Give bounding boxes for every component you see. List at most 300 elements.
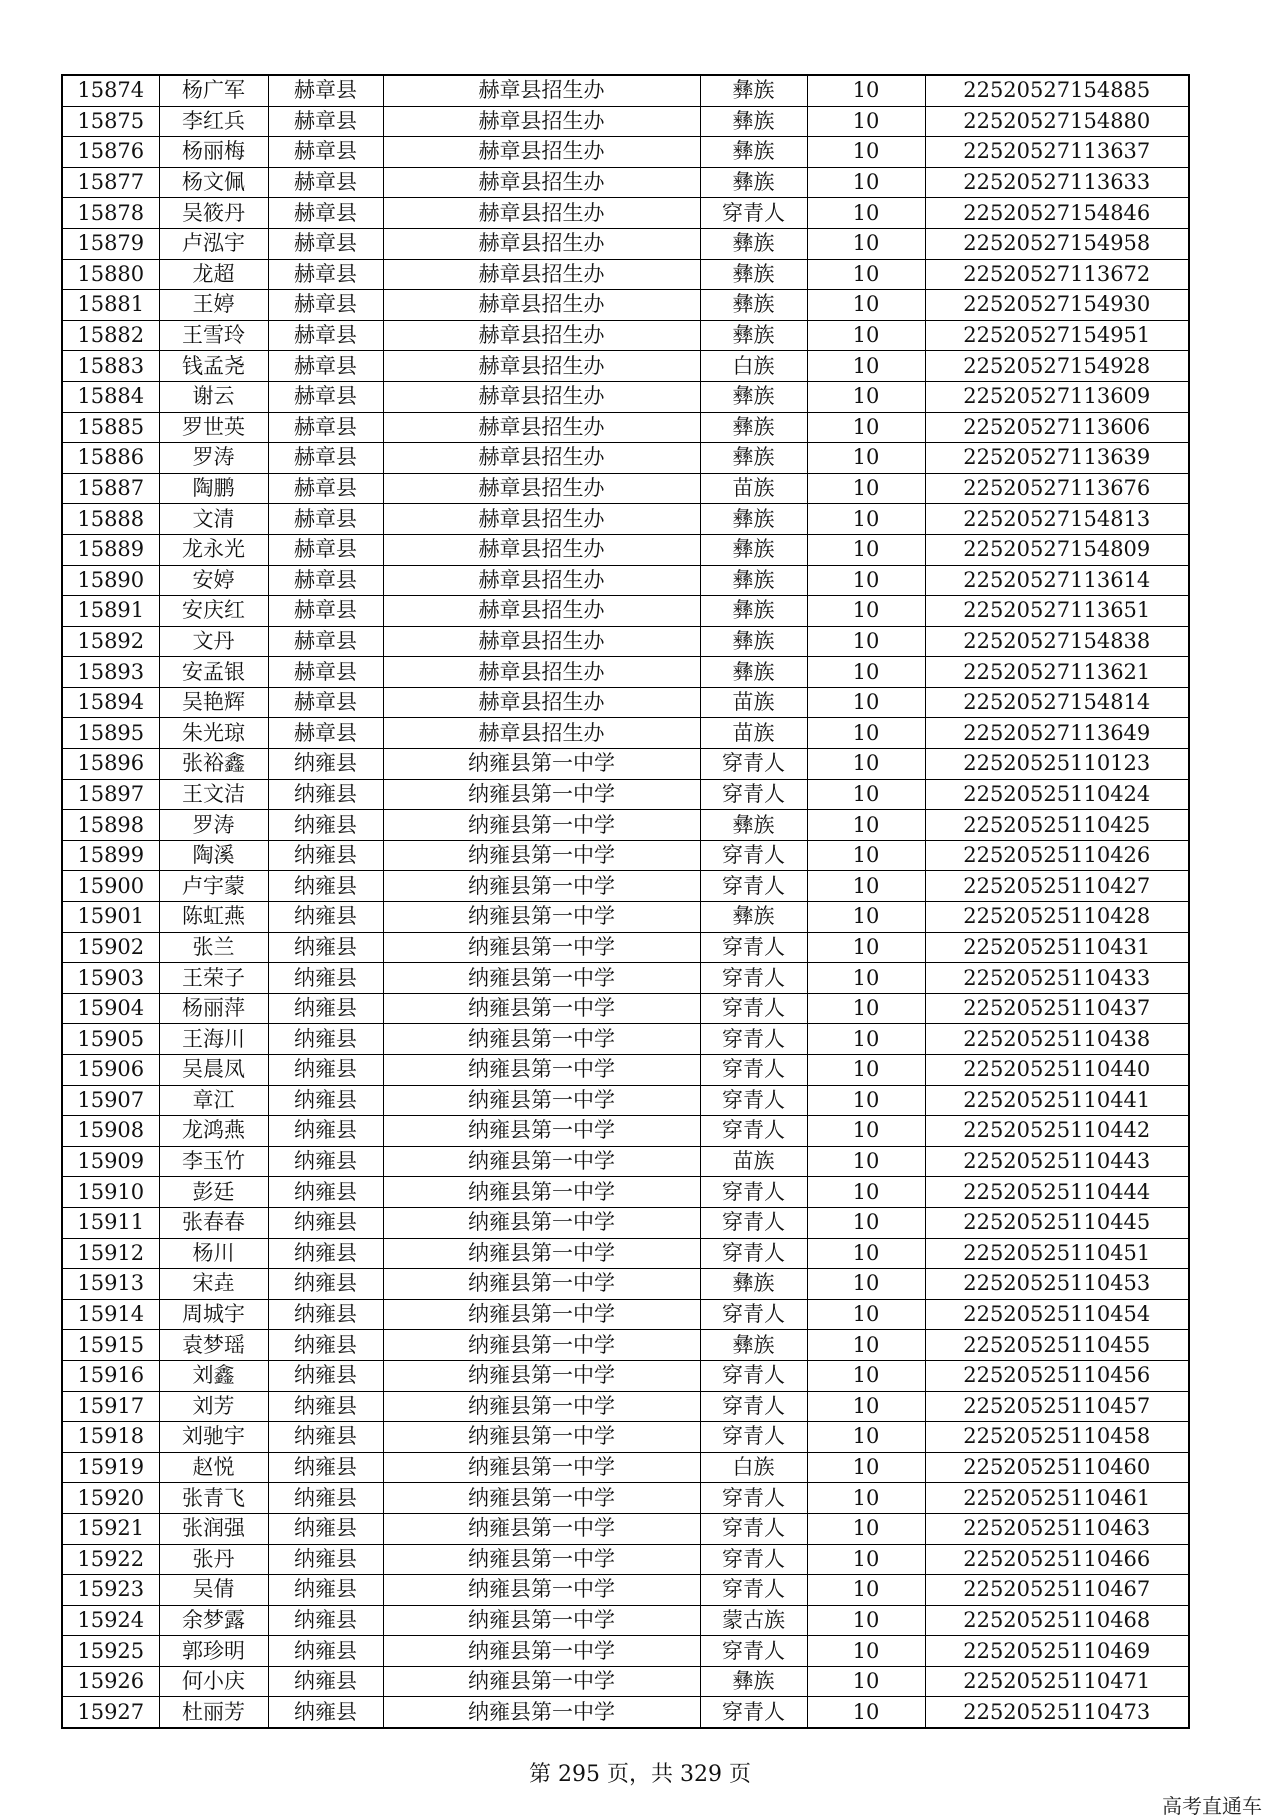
cell-ethnicity: 彝族 xyxy=(700,381,807,412)
cell-ethnicity: 穿青人 xyxy=(700,1636,807,1667)
table-row xyxy=(62,1024,1189,1055)
cell-county: 纳雍县 xyxy=(268,871,383,902)
cell-ethnicity: 穿青人 xyxy=(700,1055,807,1086)
cell-number: 15917 xyxy=(62,1391,159,1422)
cell-points: 10 xyxy=(807,320,925,351)
cell-points: 10 xyxy=(807,1605,925,1636)
cell-points: 10 xyxy=(807,687,925,718)
cell-points: 10 xyxy=(807,626,925,657)
cell-name: 龙超 xyxy=(159,259,268,290)
cell-county: 赫章县 xyxy=(268,504,383,535)
cell-exam-id: 22520525110445 xyxy=(925,1207,1189,1238)
cell-name: 王文洁 xyxy=(159,779,268,810)
cell-school: 纳雍县第一中学 xyxy=(383,840,700,871)
cell-name: 李红兵 xyxy=(159,106,268,137)
cell-number: 15897 xyxy=(62,779,159,810)
cell-county: 赫章县 xyxy=(268,75,383,106)
cell-county: 赫章县 xyxy=(268,290,383,321)
cell-points: 10 xyxy=(807,1269,925,1300)
cell-number: 15877 xyxy=(62,167,159,198)
cell-name: 龙永光 xyxy=(159,534,268,565)
table-row xyxy=(62,1360,1189,1391)
table-row xyxy=(62,1483,1189,1514)
cell-ethnicity: 穿青人 xyxy=(700,1544,807,1575)
cell-exam-id: 22520527113672 xyxy=(925,259,1189,290)
table-row xyxy=(62,718,1189,749)
cell-name: 张丹 xyxy=(159,1544,268,1575)
cell-exam-id: 22520527154951 xyxy=(925,320,1189,351)
cell-number: 15908 xyxy=(62,1116,159,1147)
cell-county: 纳雍县 xyxy=(268,1575,383,1606)
cell-exam-id: 22520525110442 xyxy=(925,1116,1189,1147)
cell-exam-id: 22520525110454 xyxy=(925,1299,1189,1330)
cell-number: 15916 xyxy=(62,1360,159,1391)
cell-name: 吴筱丹 xyxy=(159,198,268,229)
cell-number: 15883 xyxy=(62,351,159,382)
table-row xyxy=(62,473,1189,504)
cell-school: 纳雍县第一中学 xyxy=(383,1452,700,1483)
cell-number: 15874 xyxy=(62,75,159,106)
cell-school: 赫章县招生办 xyxy=(383,626,700,657)
cell-county: 赫章县 xyxy=(268,320,383,351)
cell-number: 15887 xyxy=(62,473,159,504)
cell-name: 郭珍明 xyxy=(159,1636,268,1667)
cell-exam-id: 22520525110453 xyxy=(925,1269,1189,1300)
cell-points: 10 xyxy=(807,167,925,198)
cell-name: 杨丽梅 xyxy=(159,137,268,168)
table-row xyxy=(62,351,1189,382)
cell-ethnicity: 穿青人 xyxy=(700,871,807,902)
cell-name: 赵悦 xyxy=(159,1452,268,1483)
cell-exam-id: 22520525110463 xyxy=(925,1513,1189,1544)
table-row xyxy=(62,1636,1189,1667)
table-row xyxy=(62,198,1189,229)
cell-exam-id: 22520525110426 xyxy=(925,840,1189,871)
cell-school: 赫章县招生办 xyxy=(383,290,700,321)
cell-school: 赫章县招生办 xyxy=(383,137,700,168)
cell-school: 赫章县招生办 xyxy=(383,473,700,504)
cell-number: 15905 xyxy=(62,1024,159,1055)
cell-name: 刘芳 xyxy=(159,1391,268,1422)
cell-ethnicity: 白族 xyxy=(700,1452,807,1483)
cell-school: 纳雍县第一中学 xyxy=(383,1146,700,1177)
cell-exam-id: 22520527113621 xyxy=(925,657,1189,688)
table-row xyxy=(62,1330,1189,1361)
cell-school: 赫章县招生办 xyxy=(383,687,700,718)
cell-points: 10 xyxy=(807,1177,925,1208)
cell-ethnicity: 彝族 xyxy=(700,137,807,168)
cell-number: 15914 xyxy=(62,1299,159,1330)
cell-number: 15918 xyxy=(62,1422,159,1453)
cell-points: 10 xyxy=(807,1207,925,1238)
cell-number: 15922 xyxy=(62,1544,159,1575)
cell-county: 纳雍县 xyxy=(268,1269,383,1300)
cell-exam-id: 22520527113676 xyxy=(925,473,1189,504)
cell-ethnicity: 苗族 xyxy=(700,473,807,504)
cell-name: 安庆红 xyxy=(159,596,268,627)
cell-name: 杨广军 xyxy=(159,75,268,106)
cell-county: 纳雍县 xyxy=(268,1085,383,1116)
cell-county: 纳雍县 xyxy=(268,1207,383,1238)
cell-exam-id: 22520525110444 xyxy=(925,1177,1189,1208)
cell-ethnicity: 穿青人 xyxy=(700,1483,807,1514)
cell-ethnicity: 穿青人 xyxy=(700,1697,807,1728)
cell-exam-id: 22520525110458 xyxy=(925,1422,1189,1453)
cell-ethnicity: 穿青人 xyxy=(700,1207,807,1238)
cell-school: 赫章县招生办 xyxy=(383,228,700,259)
cell-exam-id: 22520525110469 xyxy=(925,1636,1189,1667)
cell-name: 余梦露 xyxy=(159,1605,268,1636)
cell-number: 15907 xyxy=(62,1085,159,1116)
table-row xyxy=(62,1575,1189,1606)
cell-points: 10 xyxy=(807,1452,925,1483)
cell-points: 10 xyxy=(807,381,925,412)
cell-school: 赫章县招生办 xyxy=(383,504,700,535)
cell-county: 赫章县 xyxy=(268,351,383,382)
cell-school: 纳雍县第一中学 xyxy=(383,1116,700,1147)
cell-points: 10 xyxy=(807,351,925,382)
cell-name: 周城宇 xyxy=(159,1299,268,1330)
cell-number: 15892 xyxy=(62,626,159,657)
cell-school: 赫章县招生办 xyxy=(383,198,700,229)
cell-ethnicity: 彝族 xyxy=(700,167,807,198)
cell-name: 文清 xyxy=(159,504,268,535)
cell-school: 纳雍县第一中学 xyxy=(383,871,700,902)
cell-number: 15925 xyxy=(62,1636,159,1667)
table-row xyxy=(62,596,1189,627)
cell-school: 纳雍县第一中学 xyxy=(383,963,700,994)
cell-ethnicity: 穿青人 xyxy=(700,1575,807,1606)
table-row xyxy=(62,687,1189,718)
cell-number: 15919 xyxy=(62,1452,159,1483)
cell-name: 宋垚 xyxy=(159,1269,268,1300)
cell-school: 纳雍县第一中学 xyxy=(383,1269,700,1300)
cell-exam-id: 22520525110471 xyxy=(925,1666,1189,1697)
cell-county: 纳雍县 xyxy=(268,1636,383,1667)
cell-exam-id: 22520527113637 xyxy=(925,137,1189,168)
cell-points: 10 xyxy=(807,1055,925,1086)
cell-school: 纳雍县第一中学 xyxy=(383,993,700,1024)
cell-county: 纳雍县 xyxy=(268,840,383,871)
cell-exam-id: 22520525110457 xyxy=(925,1391,1189,1422)
cell-name: 王海川 xyxy=(159,1024,268,1055)
cell-exam-id: 22520527113633 xyxy=(925,167,1189,198)
cell-points: 10 xyxy=(807,565,925,596)
table-row xyxy=(62,1207,1189,1238)
cell-exam-id: 22520525110440 xyxy=(925,1055,1189,1086)
cell-county: 纳雍县 xyxy=(268,1024,383,1055)
cell-exam-id: 22520527154846 xyxy=(925,198,1189,229)
cell-name: 谢云 xyxy=(159,381,268,412)
cell-number: 15921 xyxy=(62,1513,159,1544)
table-row xyxy=(62,259,1189,290)
cell-exam-id: 22520525110427 xyxy=(925,871,1189,902)
cell-exam-id: 22520525110431 xyxy=(925,932,1189,963)
cell-county: 赫章县 xyxy=(268,137,383,168)
cell-number: 15924 xyxy=(62,1605,159,1636)
cell-exam-id: 22520527113609 xyxy=(925,381,1189,412)
cell-number: 15902 xyxy=(62,932,159,963)
cell-exam-id: 22520527154838 xyxy=(925,626,1189,657)
table-row xyxy=(62,626,1189,657)
cell-ethnicity: 彝族 xyxy=(700,504,807,535)
cell-school: 纳雍县第一中学 xyxy=(383,1422,700,1453)
cell-name: 彭廷 xyxy=(159,1177,268,1208)
cell-points: 10 xyxy=(807,963,925,994)
cell-name: 吴艳辉 xyxy=(159,687,268,718)
cell-county: 赫章县 xyxy=(268,565,383,596)
cell-points: 10 xyxy=(807,1238,925,1269)
cell-points: 10 xyxy=(807,932,925,963)
cell-exam-id: 22520525110433 xyxy=(925,963,1189,994)
cell-ethnicity: 彝族 xyxy=(700,320,807,351)
cell-exam-id: 22520527113639 xyxy=(925,443,1189,474)
cell-school: 纳雍县第一中学 xyxy=(383,1055,700,1086)
cell-name: 朱光琼 xyxy=(159,718,268,749)
cell-ethnicity: 蒙古族 xyxy=(700,1605,807,1636)
table-row xyxy=(62,381,1189,412)
cell-school: 纳雍县第一中学 xyxy=(383,1483,700,1514)
cell-points: 10 xyxy=(807,840,925,871)
cell-name: 刘鑫 xyxy=(159,1360,268,1391)
cell-number: 15886 xyxy=(62,443,159,474)
table-row xyxy=(62,1146,1189,1177)
cell-school: 纳雍县第一中学 xyxy=(383,1360,700,1391)
cell-number: 15898 xyxy=(62,810,159,841)
cell-points: 10 xyxy=(807,228,925,259)
cell-ethnicity: 彝族 xyxy=(700,902,807,933)
cell-exam-id: 22520525110467 xyxy=(925,1575,1189,1606)
cell-number: 15880 xyxy=(62,259,159,290)
cell-school: 赫章县招生办 xyxy=(383,534,700,565)
cell-number: 15920 xyxy=(62,1483,159,1514)
cell-exam-id: 22520525110468 xyxy=(925,1605,1189,1636)
cell-points: 10 xyxy=(807,718,925,749)
cell-points: 10 xyxy=(807,749,925,780)
cell-points: 10 xyxy=(807,106,925,137)
cell-county: 纳雍县 xyxy=(268,1055,383,1086)
cell-ethnicity: 白族 xyxy=(700,351,807,382)
cell-exam-id: 22520527113649 xyxy=(925,718,1189,749)
cell-exam-id: 22520527154814 xyxy=(925,687,1189,718)
cell-points: 10 xyxy=(807,1360,925,1391)
cell-points: 10 xyxy=(807,1575,925,1606)
cell-exam-id: 22520525110443 xyxy=(925,1146,1189,1177)
cell-ethnicity: 彝族 xyxy=(700,228,807,259)
cell-county: 赫章县 xyxy=(268,259,383,290)
cell-points: 10 xyxy=(807,657,925,688)
cell-school: 赫章县招生办 xyxy=(383,718,700,749)
cell-county: 纳雍县 xyxy=(268,993,383,1024)
cell-name: 钱孟尧 xyxy=(159,351,268,382)
cell-ethnicity: 彝族 xyxy=(700,596,807,627)
cell-ethnicity: 彝族 xyxy=(700,1269,807,1300)
cell-county: 赫章县 xyxy=(268,412,383,443)
cell-name: 安婷 xyxy=(159,565,268,596)
cell-name: 章江 xyxy=(159,1085,268,1116)
cell-county: 纳雍县 xyxy=(268,779,383,810)
cell-number: 15879 xyxy=(62,228,159,259)
cell-county: 纳雍县 xyxy=(268,1697,383,1728)
cell-school: 赫章县招生办 xyxy=(383,320,700,351)
table-row xyxy=(62,1605,1189,1636)
cell-name: 杨文佩 xyxy=(159,167,268,198)
cell-school: 纳雍县第一中学 xyxy=(383,1177,700,1208)
table-row xyxy=(62,167,1189,198)
cell-points: 10 xyxy=(807,198,925,229)
cell-exam-id: 22520525110460 xyxy=(925,1452,1189,1483)
cell-exam-id: 22520525110451 xyxy=(925,1238,1189,1269)
cell-ethnicity: 彝族 xyxy=(700,259,807,290)
cell-county: 纳雍县 xyxy=(268,1330,383,1361)
cell-exam-id: 22520525110424 xyxy=(925,779,1189,810)
cell-ethnicity: 苗族 xyxy=(700,718,807,749)
cell-ethnicity: 穿青人 xyxy=(700,932,807,963)
cell-points: 10 xyxy=(807,810,925,841)
cell-exam-id: 22520525110425 xyxy=(925,810,1189,841)
table-row xyxy=(62,228,1189,259)
cell-number: 15912 xyxy=(62,1238,159,1269)
cell-county: 赫章县 xyxy=(268,473,383,504)
table-row xyxy=(62,1085,1189,1116)
cell-county: 纳雍县 xyxy=(268,1666,383,1697)
table-row xyxy=(62,932,1189,963)
cell-number: 15909 xyxy=(62,1146,159,1177)
cell-number: 15889 xyxy=(62,534,159,565)
table-row xyxy=(62,1238,1189,1269)
cell-name: 杨丽萍 xyxy=(159,993,268,1024)
cell-school: 纳雍县第一中学 xyxy=(383,749,700,780)
cell-points: 10 xyxy=(807,779,925,810)
cell-exam-id: 22520525110461 xyxy=(925,1483,1189,1514)
cell-ethnicity: 穿青人 xyxy=(700,779,807,810)
cell-ethnicity: 穿青人 xyxy=(700,1422,807,1453)
cell-name: 何小庆 xyxy=(159,1666,268,1697)
cell-county: 赫章县 xyxy=(268,198,383,229)
cell-points: 10 xyxy=(807,1483,925,1514)
cell-exam-id: 22520527154809 xyxy=(925,534,1189,565)
table-row xyxy=(62,504,1189,535)
cell-school: 纳雍县第一中学 xyxy=(383,1513,700,1544)
cell-county: 赫章县 xyxy=(268,381,383,412)
cell-exam-id: 22520525110473 xyxy=(925,1697,1189,1728)
watermark-text: 高考直通车 xyxy=(1162,1794,1262,1818)
cell-ethnicity: 穿青人 xyxy=(700,1116,807,1147)
table-row xyxy=(62,412,1189,443)
cell-ethnicity: 彝族 xyxy=(700,565,807,596)
cell-points: 10 xyxy=(807,1024,925,1055)
cell-exam-id: 22520527154930 xyxy=(925,290,1189,321)
table-row xyxy=(62,779,1189,810)
cell-exam-id: 22520527113614 xyxy=(925,565,1189,596)
cell-ethnicity: 苗族 xyxy=(700,1146,807,1177)
table-row xyxy=(62,749,1189,780)
table-row xyxy=(62,1299,1189,1330)
cell-school: 纳雍县第一中学 xyxy=(383,902,700,933)
cell-county: 纳雍县 xyxy=(268,810,383,841)
cell-number: 15926 xyxy=(62,1666,159,1697)
roster-table xyxy=(61,74,1190,1729)
cell-points: 10 xyxy=(807,1116,925,1147)
cell-county: 赫章县 xyxy=(268,626,383,657)
cell-ethnicity: 彝族 xyxy=(700,75,807,106)
cell-points: 10 xyxy=(807,1513,925,1544)
table-row xyxy=(62,1269,1189,1300)
cell-school: 赫章县招生办 xyxy=(383,596,700,627)
cell-name: 吴晨凤 xyxy=(159,1055,268,1086)
table-row xyxy=(62,1391,1189,1422)
cell-school: 纳雍县第一中学 xyxy=(383,1085,700,1116)
cell-name: 吴倩 xyxy=(159,1575,268,1606)
cell-county: 纳雍县 xyxy=(268,902,383,933)
cell-school: 纳雍县第一中学 xyxy=(383,1207,700,1238)
cell-points: 10 xyxy=(807,504,925,535)
cell-points: 10 xyxy=(807,871,925,902)
cell-county: 赫章县 xyxy=(268,534,383,565)
cell-name: 王婷 xyxy=(159,290,268,321)
table-row xyxy=(62,902,1189,933)
table-row xyxy=(62,657,1189,688)
cell-county: 纳雍县 xyxy=(268,1422,383,1453)
table-row xyxy=(62,565,1189,596)
cell-exam-id: 22520527113606 xyxy=(925,412,1189,443)
cell-county: 赫章县 xyxy=(268,718,383,749)
cell-exam-id: 22520527154958 xyxy=(925,228,1189,259)
table-row xyxy=(62,1666,1189,1697)
cell-county: 纳雍县 xyxy=(268,1116,383,1147)
cell-exam-id: 22520527154928 xyxy=(925,351,1189,382)
cell-exam-id: 22520527154885 xyxy=(925,75,1189,106)
cell-name: 李玉竹 xyxy=(159,1146,268,1177)
cell-name: 杨川 xyxy=(159,1238,268,1269)
table-row xyxy=(62,810,1189,841)
table-row xyxy=(62,1177,1189,1208)
cell-points: 10 xyxy=(807,993,925,1024)
table-row xyxy=(62,290,1189,321)
cell-ethnicity: 彝族 xyxy=(700,412,807,443)
table-row xyxy=(62,137,1189,168)
cell-name: 王荣子 xyxy=(159,963,268,994)
cell-number: 15882 xyxy=(62,320,159,351)
cell-ethnicity: 彝族 xyxy=(700,657,807,688)
cell-county: 赫章县 xyxy=(268,228,383,259)
cell-school: 赫章县招生办 xyxy=(383,443,700,474)
cell-points: 10 xyxy=(807,1391,925,1422)
cell-school: 纳雍县第一中学 xyxy=(383,779,700,810)
cell-points: 10 xyxy=(807,1299,925,1330)
cell-name: 陈虹燕 xyxy=(159,902,268,933)
cell-points: 10 xyxy=(807,443,925,474)
cell-school: 纳雍县第一中学 xyxy=(383,932,700,963)
cell-school: 纳雍县第一中学 xyxy=(383,1024,700,1055)
cell-exam-id: 22520525110123 xyxy=(925,749,1189,780)
cell-points: 10 xyxy=(807,259,925,290)
cell-number: 15881 xyxy=(62,290,159,321)
cell-county: 纳雍县 xyxy=(268,1360,383,1391)
cell-ethnicity: 穿青人 xyxy=(700,749,807,780)
cell-county: 纳雍县 xyxy=(268,1452,383,1483)
cell-county: 纳雍县 xyxy=(268,1238,383,1269)
table-row xyxy=(62,1055,1189,1086)
cell-name: 文丹 xyxy=(159,626,268,657)
cell-school: 赫章县招生办 xyxy=(383,75,700,106)
cell-name: 罗涛 xyxy=(159,443,268,474)
cell-number: 15875 xyxy=(62,106,159,137)
cell-exam-id: 22520525110437 xyxy=(925,993,1189,1024)
table-row xyxy=(62,840,1189,871)
cell-ethnicity: 穿青人 xyxy=(700,1299,807,1330)
cell-number: 15903 xyxy=(62,963,159,994)
